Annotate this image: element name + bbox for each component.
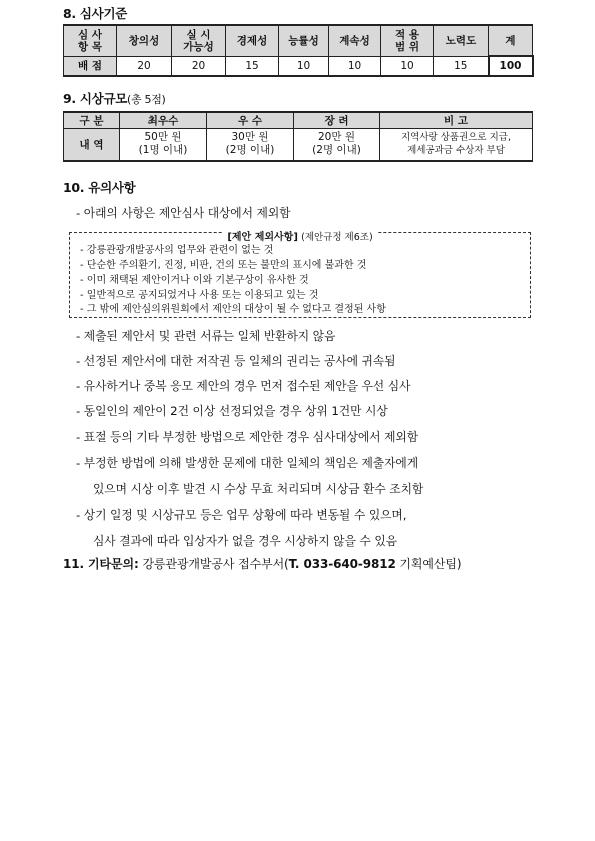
t2-header-3: 장 려 (294, 112, 380, 129)
notice-item-4: - 동일인의 제안이 2건 이상 선정되었을 경우 상위 1건만 시상 (76, 404, 388, 418)
t1-header-4: 능률성 (279, 25, 329, 56)
t1-score-feasibility: 20 (172, 56, 226, 76)
t2-header-0: 구 분 (64, 112, 120, 129)
notice-item-0: - 아래의 사항은 제안심사 대상에서 제외함 (76, 206, 291, 220)
t1-header-3: 경제성 (226, 25, 279, 56)
notice-item-6-cont: 있으며 시상 이후 발견 시 수상 무효 처리되며 시상금 환수 조치함 (93, 482, 424, 496)
t1-header-7: 노력도 (434, 25, 489, 56)
contact-dept: 기획예산팀) (399, 557, 462, 571)
t1-header-2: 실 시 가능성 (172, 25, 226, 56)
t1-score-scope: 10 (381, 56, 434, 76)
t2-cell-excellence: 30만 원 (2명 이내) (207, 129, 294, 161)
t1-score-effort: 15 (434, 56, 489, 76)
t2-cell-grand: 50만 원 (1명 이내) (120, 129, 207, 161)
t1-score-continuity: 10 (329, 56, 381, 76)
section-9-title (63, 89, 166, 107)
notice-item-3: - 유사하거나 중복 응모 제안의 경우 먼저 접수된 제안을 우선 심사 (76, 379, 411, 393)
section-10-title: 10. 유의사항 (63, 180, 136, 195)
notice-item-6: - 부정한 방법에 의해 발생한 문제에 대한 일체의 책임은 제출자에게 (76, 456, 418, 470)
t2-header-2: 우 수 (207, 112, 294, 129)
t2-header-1: 최우수 (120, 112, 207, 129)
exclusion-item-3: - 일반적으로 공지되었거나 사용 또는 이용되고 있는 것 (80, 290, 319, 301)
contact-phone: T. 033-640-9812 (288, 557, 396, 571)
t1-row-label: 배 점 (64, 56, 117, 76)
exclusion-item-2: - 이미 채택된 제안이거나 이와 기본구상이 유사한 것 (80, 275, 309, 286)
t2-cell-remarks: 지역사랑 상품권으로 지급, 제세공과금 수상자 부담 (380, 129, 533, 161)
exclusion-box-ref: (제안규정 제6조) (301, 232, 373, 243)
t2-cell-encouragement: 20만 원 (2명 이내) (294, 129, 380, 161)
t1-header-6: 적 용 범 위 (381, 25, 434, 56)
evaluation-criteria-table (63, 24, 534, 77)
section-11 (63, 555, 461, 572)
exclusion-box-title: [제안 제외사항] (227, 232, 298, 243)
section-9-note: (총 5점) (127, 93, 166, 106)
notice-item-2: - 선정된 제안서에 대한 저작권 등 일체의 권리는 공사에 귀속됨 (76, 354, 396, 368)
t2-header-4: 비 고 (380, 112, 533, 129)
exclusion-item-4: - 그 밖에 제안심의위원회에서 제안의 대상이 될 수 없다고 결정된 사항 (80, 304, 386, 315)
t1-score-economy: 15 (226, 56, 279, 76)
notice-item-5: - 표절 등의 기타 부정한 방법으로 제안한 경우 심사대상에서 제외함 (76, 430, 418, 444)
t1-score-creativity: 20 (117, 56, 172, 76)
section-11-text: 강릉관광개발공사 접수부서( (142, 557, 289, 571)
t1-header-8: 계 (489, 25, 533, 56)
t1-score-efficiency: 10 (279, 56, 329, 76)
t1-header-5: 계속성 (329, 25, 381, 56)
exclusion-item-1: - 단순한 주의환기, 진정, 비판, 건의 또는 불만의 표시에 불과한 것 (80, 260, 367, 271)
section-9-title-text: 9. 시상규모 (63, 91, 127, 106)
section-11-title: 11. 기타문의 (63, 557, 135, 571)
t2-row-label: 내 역 (64, 129, 120, 161)
section-11-colon: : (134, 557, 139, 571)
exclusion-box (69, 232, 531, 318)
notice-item-7: - 상기 일정 및 시상규모 등은 업무 상황에 따라 변동될 수 있으며, (76, 508, 407, 522)
notice-item-1: - 제출된 제안서 및 관련 서류는 일체 반환하지 않음 (76, 329, 336, 343)
notice-item-7-cont: 심사 결과에 따라 입상자가 없을 경우 시상하지 않을 수 있음 (93, 534, 397, 548)
award-table (63, 111, 533, 162)
t1-header-0: 심 사 항 목 (64, 25, 117, 56)
section-8-title: 8. 심사기준 (63, 6, 127, 21)
t1-score-total: 100 (489, 56, 533, 76)
t1-header-1: 창의성 (117, 25, 172, 56)
exclusion-item-0: - 강릉관광개발공사의 업무와 관련이 없는 것 (80, 245, 274, 256)
